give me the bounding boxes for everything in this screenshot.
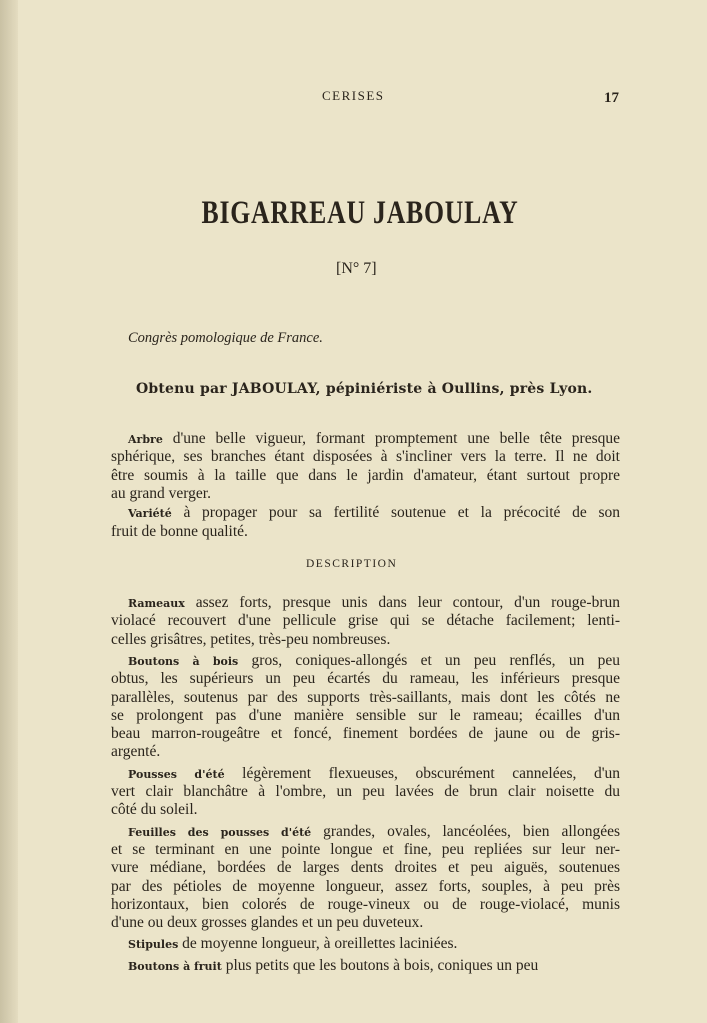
line-text: celles grisâtres, petites, très-peu nombreuses. xyxy=(111,630,391,648)
line-text: se prolongent pas d'une manière sensible sur le rameau; écailles d'un xyxy=(111,706,620,724)
paragraph-line xyxy=(111,594,620,613)
paragraph-line xyxy=(111,957,620,976)
paragraph-line xyxy=(111,765,620,784)
line-text: plus petits que les boutons à bois, coniques un peu xyxy=(221,956,539,974)
paragraph-line xyxy=(111,523,620,541)
line-text: de moyenne longueur, à oreillettes laciniées. xyxy=(178,935,458,953)
line-text: vert clair blanchâtre à l'ombre, un peu lavées de brun clair noisette du xyxy=(111,783,620,800)
paragraph-line xyxy=(111,914,620,932)
source-line: Congrès pomologique de France. xyxy=(128,330,323,346)
paragraph-line xyxy=(111,689,620,707)
paragraph-line xyxy=(111,467,620,485)
paragraph-line xyxy=(111,743,620,761)
paragraph-line xyxy=(111,504,620,523)
paragraph-line xyxy=(111,430,620,449)
line-text: violacé recouvert d'une pellicule grise qui se détache facilement; lenti- xyxy=(111,612,620,630)
origin-line: Obtenu par JABOULAY, pépiniériste à Oullins, près Lyon. xyxy=(136,381,593,397)
page-title: BIGARREAU JABOULAY xyxy=(201,195,519,231)
paragraph-lead-term: Rameaux xyxy=(128,597,185,610)
line-text: gros, coniques-allongés et un peu renflés, un peu xyxy=(238,651,620,669)
line-text: et se terminant en une pointe longue et fine, peu repliées sur leur ner- xyxy=(111,840,620,858)
line-text: d'une belle vigueur, formant promptement une belle tête presque xyxy=(162,430,620,447)
paragraph-line xyxy=(111,631,620,649)
paragraph-line xyxy=(111,823,620,842)
paragraph-line xyxy=(111,670,620,688)
line-text: argenté. xyxy=(111,743,161,761)
line-text: légèrement flexueuses, obscurément cannelées, d'un xyxy=(224,764,621,782)
line-text: beau marron-rougeâtre et foncé, finement bordées de jaune ou de gris- xyxy=(111,725,620,743)
line-text: au grand verger. xyxy=(111,484,211,502)
paragraph-line xyxy=(111,896,620,914)
paragraph-lead-term: Arbre xyxy=(128,433,163,446)
page-edge-shadow xyxy=(0,0,18,1023)
line-text: parallèles, soutenus par des supports très-saillants, mais dont les côtés ne xyxy=(111,688,620,706)
line-text: horizontaux, bien colorés de rouge-vineux ou de rouge-violacé, munis xyxy=(111,895,620,913)
paragraph-lead-term: Pousses d'été xyxy=(128,767,225,781)
paragraph-line xyxy=(111,783,620,801)
paragraph-line xyxy=(111,612,620,630)
page-number: 17 xyxy=(604,90,619,106)
paragraph-line xyxy=(111,859,620,877)
description-heading: DESCRIPTION xyxy=(306,558,398,570)
line-text: être soumis à la taille que dans le jardin d'amateur, étant surtout propre xyxy=(111,466,620,484)
paragraph-line xyxy=(111,878,620,896)
line-text: assez forts, presque unis dans leur contour, d'un rouge-brun xyxy=(184,594,620,611)
paragraph-lead-term: Feuilles des pousses d'été xyxy=(128,825,312,839)
variety-number: [N° 7] xyxy=(336,260,377,277)
paragraph-line xyxy=(111,935,620,954)
running-head: CERISES xyxy=(322,88,385,103)
paragraph-lead-term: Boutons à fruit xyxy=(128,959,222,973)
paragraph-line xyxy=(111,801,620,819)
line-text: côté du soleil. xyxy=(111,801,198,819)
paragraph-line xyxy=(111,725,620,743)
line-text: grandes, ovales, lancéolées, bien allongées xyxy=(311,822,620,840)
paragraph-line xyxy=(111,707,620,725)
paragraph-lead-term: Stipules xyxy=(128,938,179,952)
line-text: vure médiane, bordées de larges dents droites et peu aiguës, soutenues xyxy=(111,859,620,877)
line-text: à propager pour sa fertilité soutenue et la précocité de son xyxy=(171,504,620,522)
line-text: sphérique, ses branches étant disposées à s'incliner vers la terre. Il ne doit xyxy=(111,448,620,466)
paragraph-lead-term: Boutons à bois xyxy=(128,654,239,668)
line-text: d'une ou deux grosses glandes et un peu duveteux. xyxy=(111,914,424,932)
line-text: obtus, les supérieurs un peu écartés du rameau, les inférieurs presque xyxy=(111,670,620,688)
paragraph-line xyxy=(111,485,620,503)
line-text: fruit de bonne qualité. xyxy=(111,522,248,540)
paragraph-line xyxy=(111,448,620,466)
paragraph-line xyxy=(111,652,620,671)
paragraph-lead-term: Variété xyxy=(128,507,172,521)
paragraph-line xyxy=(111,841,620,859)
line-text: par des pétioles de moyenne longueur, assez forts, souples, à peu près xyxy=(111,877,620,895)
